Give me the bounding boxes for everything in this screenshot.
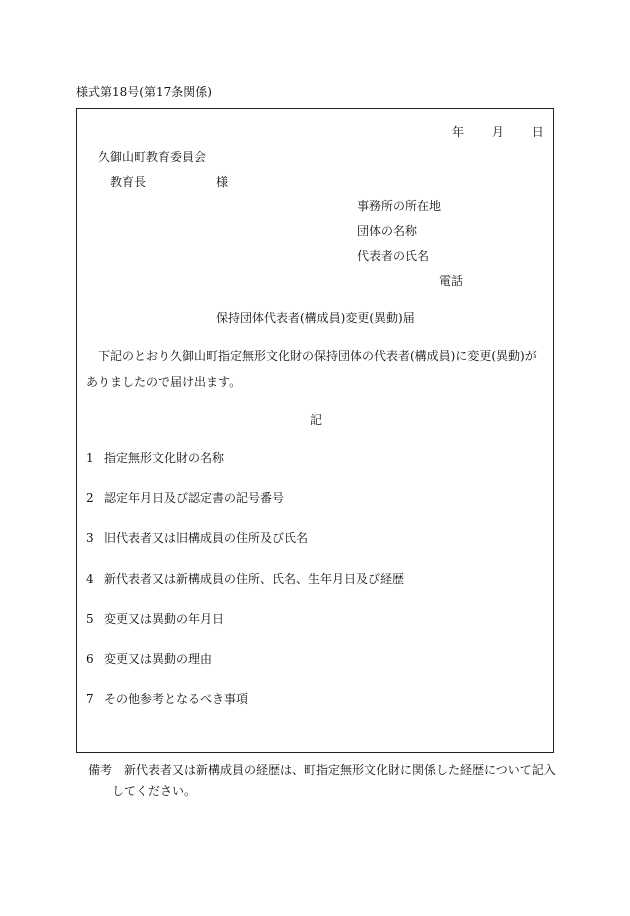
date-day-label: 日 xyxy=(531,125,544,139)
ki-heading: 記 xyxy=(310,413,323,427)
item-number: 7 xyxy=(86,692,94,706)
item-text: 新代表者又は新構成員の住所、氏名、生年月日及び経歴 xyxy=(104,572,405,586)
item-number: 2 xyxy=(86,491,94,505)
item-text: 認定年月日及び認定書の記号番号 xyxy=(104,491,285,505)
list-item xyxy=(86,613,224,625)
group-name-label: 団体の名称 xyxy=(357,224,418,238)
list-item xyxy=(86,653,212,665)
item-number: 1 xyxy=(86,451,94,465)
list-item xyxy=(86,492,284,504)
item-text: 変更又は異動の年月日 xyxy=(104,612,225,626)
form-number: 様式第18号(第17条関係) xyxy=(76,85,212,99)
item-text: 変更又は異動の理由 xyxy=(104,652,213,666)
item-number: 4 xyxy=(86,572,94,586)
item-number: 3 xyxy=(86,531,94,545)
addressee-honorific: 様 xyxy=(216,175,229,189)
note-label: 備考 xyxy=(88,763,113,777)
document-title: 保持団体代表者(構成員)変更(異動)届 xyxy=(216,311,415,325)
item-text: その他参考となるべき事項 xyxy=(104,692,249,706)
item-text: 旧代表者又は旧構成員の住所及び氏名 xyxy=(104,531,309,545)
phone-label: 電話 xyxy=(439,274,464,288)
list-item xyxy=(86,693,248,705)
body-line-2: ありましたので届け出ます。 xyxy=(86,375,242,389)
representative-name-label: 代表者の氏名 xyxy=(357,249,430,263)
date-line xyxy=(452,126,544,138)
body-line-1: 下記のとおり久御山町指定無形文化財の保持団体の代表者(構成員)に変更(異動)が xyxy=(98,349,537,363)
list-item xyxy=(86,573,404,585)
date-month-label: 月 xyxy=(491,125,504,139)
list-item xyxy=(86,532,308,544)
item-number: 5 xyxy=(86,612,94,626)
item-number: 6 xyxy=(86,652,94,666)
note-line-1: 新代表者又は新構成員の経歴は、町指定無形文化財に関係した経歴について記入 xyxy=(124,763,556,777)
note-line-2: してください。 xyxy=(112,784,197,798)
list-item xyxy=(86,452,224,464)
date-year-label: 年 xyxy=(452,125,465,139)
item-text: 指定無形文化財の名称 xyxy=(104,451,225,465)
addressee-title: 教育長 xyxy=(110,175,147,189)
office-address-label: 事務所の所在地 xyxy=(357,199,442,213)
addressee-org: 久御山町教育委員会 xyxy=(98,150,207,164)
